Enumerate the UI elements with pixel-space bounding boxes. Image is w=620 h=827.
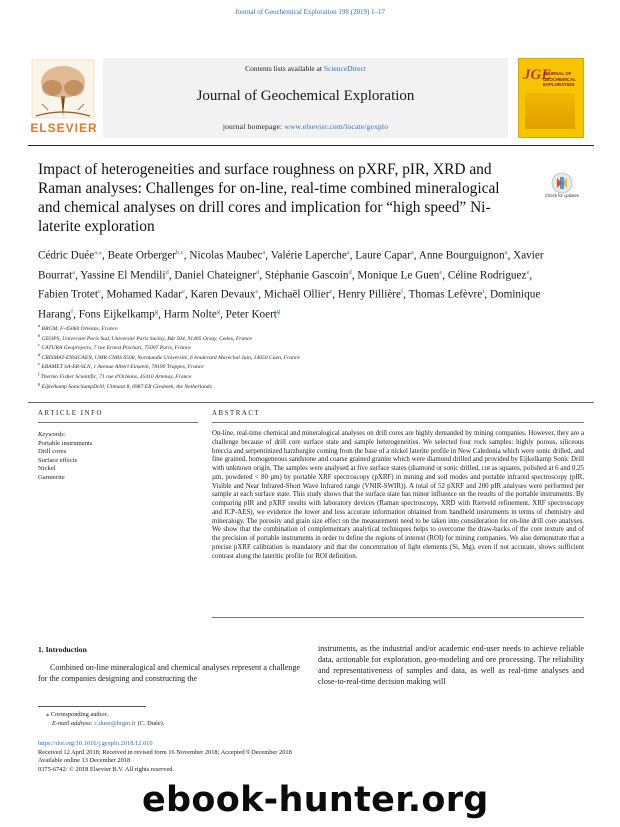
- copyright-note: 0375-6742/ © 2018 Elsevier B.V. All rights reserved.: [38, 765, 175, 773]
- author-affiliation-marker[interactable]: g: [276, 307, 281, 315]
- homepage-prefix: journal homepage:: [222, 122, 285, 131]
- author-name[interactable]: Henry Pillière: [337, 288, 401, 301]
- author-affiliation-marker[interactable]: e: [255, 288, 259, 296]
- affiliation-item: [38, 342, 191, 351]
- affiliation-item: [38, 323, 118, 332]
- author-affiliation-marker[interactable]: d: [165, 268, 169, 276]
- corresponding-author-note: ⁎ Corresponding author.: [46, 711, 108, 718]
- author-name[interactable]: Peter Koert: [225, 308, 277, 321]
- keywords-label: Keywords:: [38, 431, 66, 438]
- author-affiliation-marker[interactable]: b,c: [176, 249, 184, 256]
- author-affiliation-marker[interactable]: d: [256, 268, 260, 276]
- section-heading: 1. Introduction: [38, 645, 87, 654]
- affiliation-text: GEOPS, Université Paris Sud, Université Paris Saclay, Bât 504, 91405 Orsay, Cedex, France: [41, 335, 253, 342]
- author-affiliation-marker[interactable]: e: [98, 288, 101, 296]
- article-title: Impact of heterogeneities and surface roughness on pXRF, pIR, XRD and Raman analyses: Challenges for on-line, real-time combined mineralogical and chemical analyses on drill cores and implication for “high speed” Ni-laterite exploration: [38, 161, 500, 235]
- author-name[interactable]: Mohamed Kadar: [106, 288, 182, 301]
- keyword-item: Garnierite: [38, 473, 65, 481]
- article-info-rule: [38, 422, 198, 423]
- author-name[interactable]: Beate Orberger: [107, 249, 177, 262]
- author-name[interactable]: Laure Capar: [355, 249, 411, 262]
- author-name[interactable]: Yassine El Mendili: [80, 269, 166, 282]
- sciencedirect-link[interactable]: ScienceDirect: [323, 64, 366, 73]
- author-affiliation-marker[interactable]: g: [216, 307, 221, 315]
- author-name[interactable]: Fons Eijkelkamp: [78, 308, 155, 321]
- abstract-bottom-rule: [212, 617, 584, 618]
- affiliation-text: CATURA Geoprojects, 7 rue Ernest Pischari, 75007 Paris, France: [41, 345, 191, 352]
- affiliation-rule: [28, 402, 594, 403]
- intro-column-2: instruments, as the industrial and/or academic end-user needs to achieve reliable data, actionable for exploration, geo-modeling and ore processing. The reliability and representativeness of samples and data, as well as real-time analyses and close-to-real-time decision making will: [318, 644, 584, 686]
- author-name[interactable]: Thomas Lefèvre: [408, 288, 483, 301]
- author-list: Cédric Duée$^{a,⁎}$, Beate Orberger$^{b,c}$, Nicolas Maubec$^a$, Valérie Laperche$^a$, Laure Capar$^a$, Anne Bourguignon$^a$, Xavier Bourrat$^a$, Yassine El Mendili$^d$, Daniel Chateigner$^d$, Stéphanie Gascoin$^d$, Monique Le Guen$^e$, Céline Rodriguez$^e$, Fabien Trotet$^e$, Mohamed Kadar$^e$, Karen Devaux$^e$, Michaël Ollier$^e$, Henry Pillière$^f$, Thomas Lefèvre$^f$, Dominique Harang$^f$, Fons Eijkelkamp$^g$, Harm Nolte$^g$, Peter Koert$^g$: [38, 249, 544, 321]
- abstract-label: ABSTRACT: [212, 410, 261, 417]
- elsevier-wordmark: ELSEVIER: [30, 121, 98, 135]
- author-affiliation-marker[interactable]: a: [504, 249, 508, 256]
- keyword-item: Portable instruments: [38, 440, 93, 447]
- author-affiliation-marker[interactable]: f: [400, 288, 404, 296]
- author-name[interactable]: Michaël Ollier: [263, 288, 330, 301]
- keyword-item: Drill cores: [38, 448, 67, 456]
- journal-reference[interactable]: Journal of Geochemical Exploration 198 (2019) 1–17: [234, 8, 386, 16]
- author-name[interactable]: Anne Bourguignon: [418, 249, 505, 262]
- author-name[interactable]: Céline Rodriguez: [447, 269, 527, 282]
- header-rule: [28, 145, 594, 146]
- journal-cover-thumbnail[interactable]: [518, 58, 584, 138]
- author-name[interactable]: Nicolas Maubec: [189, 249, 263, 262]
- watermark-text: ebook-hunter.org: [142, 780, 489, 820]
- affiliation-text: CRISMAT-ENSICAEN, UMR CNRS 6508, Normandie Université, 6 boulevard Maréchal Juin, 14050 Caen, France: [41, 354, 300, 361]
- affiliation-key: c: [38, 342, 40, 348]
- author-affiliation-marker[interactable]: f: [482, 288, 485, 296]
- affiliation-text: BRGM, F-45060 Orléans, France: [41, 325, 118, 332]
- author-affiliation-marker[interactable]: g: [154, 307, 159, 315]
- affiliation-text: Thermo Fisher Scientific, 71 rue d'Orléans, 45410 Artenay, France: [40, 373, 192, 380]
- author-name[interactable]: Xavier Bourrat: [38, 249, 544, 282]
- author-affiliation-marker[interactable]: e: [439, 268, 443, 276]
- author-affiliation-marker[interactable]: d: [348, 268, 352, 276]
- affiliation-text: ERAMET SA-ER-SLN, 1 Avenue Albert Einstein, 78190 Trappes, France: [41, 364, 204, 371]
- author-affiliation-marker[interactable]: a: [262, 249, 266, 256]
- affiliation-item: [38, 381, 212, 390]
- affiliation-key: a: [38, 323, 41, 328]
- author-affiliation-marker[interactable]: e: [526, 268, 530, 276]
- author-affiliation-marker[interactable]: e: [329, 288, 333, 296]
- homepage-link[interactable]: www.elsevier.com/locate/gexplo: [284, 122, 389, 131]
- author-affiliation-marker[interactable]: e: [181, 288, 185, 296]
- affiliation-item: [38, 333, 252, 342]
- author-affiliation-marker[interactable]: f: [70, 307, 74, 315]
- author-name[interactable]: Valérie Laperche: [270, 249, 347, 262]
- abstract-rule: [212, 422, 584, 423]
- author-name[interactable]: Karen Devaux: [190, 288, 256, 301]
- affiliation-item: [38, 352, 300, 361]
- email-link[interactable]: c.duee@brgm.fr: [94, 720, 136, 727]
- cover-abbr: JGE: [523, 67, 552, 83]
- author-affiliation-marker[interactable]: a: [346, 249, 350, 256]
- article-info-label: ARTICLE INFO: [38, 410, 104, 417]
- affiliation-text: Eijkelkamp SonicSampDrill, Uitmaat 8, 6987 ER Giesbeek, the Netherlands: [41, 383, 212, 390]
- contents-line: [103, 64, 508, 73]
- author-name[interactable]: Cédric Duée: [38, 249, 95, 262]
- available-date: Available online 13 December 2018: [38, 757, 131, 764]
- author-name[interactable]: Fabien Trotet: [38, 288, 98, 301]
- author-affiliation-marker[interactable]: a,⁎: [94, 249, 102, 256]
- email-note: E-mail address: c.duee@brgm.fr (C. Duée).: [52, 720, 165, 727]
- footnote-rule: [38, 706, 146, 707]
- author-name[interactable]: Monique Le Guen: [357, 269, 440, 282]
- cover-art: [525, 93, 575, 129]
- author-name[interactable]: Stéphanie Gascoin: [264, 269, 349, 282]
- affiliation-item: [38, 371, 191, 380]
- affiliation-item: [38, 361, 204, 370]
- author-affiliation-marker[interactable]: a: [410, 249, 414, 256]
- author-affiliation-marker[interactable]: a: [72, 268, 76, 276]
- crossmark-label: Check for updates: [545, 193, 579, 198]
- doi-link[interactable]: https://doi.org/10.1016/j.gexplo.2018.12.010: [38, 740, 153, 747]
- cover-title: JOURNAL OF GEOCHEMICAL EXPLORATION: [543, 71, 576, 88]
- author-name[interactable]: Harm Nolte: [163, 308, 217, 321]
- intro-column-1: Combined on-line mineralogical and chemical analyses represent a challenge for the companies designing and constructing the: [38, 663, 300, 683]
- affiliation-key: d: [38, 351, 41, 357]
- journal-title[interactable]: Journal of Geochemical Exploration: [196, 88, 415, 104]
- affiliation-key: f: [38, 371, 40, 376]
- contents-prefix: Contents lists available at: [245, 64, 324, 73]
- journal-homepage-line: [103, 122, 508, 131]
- affiliation-key: e: [38, 361, 40, 367]
- author-name[interactable]: Daniel Chateigner: [174, 269, 257, 282]
- keyword-item: Nickel: [38, 465, 56, 473]
- affiliation-key: g: [38, 380, 41, 386]
- keyword-item: Surface effects: [38, 456, 78, 464]
- author-name[interactable]: Dominique Harang: [38, 288, 541, 321]
- received-dates: Received 12 April 2018; Received in revised form 16 November 2018; Accepted 9 December 2018: [38, 748, 292, 756]
- abstract-text: On-line, real-time chemical and mineralogical analyses on drill cores are highly demanded by mining companies. However, they are a challenge because of drill core surface state and sample heterogeneities. We selected four rock samples: highly porous, siliceous breccia and serpentinized harzburgite coming from the base of a nickel laterite profile in New Caledonia which were sonic drilled, and fine grained, homogeneous sandstone and coarse grained granite which were diamond drilled and provided by Eijkelkamp Sonic Drill with unknown origin. The samples were analysed at five surface states (diamond or sonic drilled, cut as squares, polished at 6 and 0.25 µm, powdered < 80 µm) by portable XRF spectroscopy (pXRF) in mining and soil modes and portable infrared spectroscopy (pIR, Visible and Near Infrared-Short Wave Infrared range (VNIR-SWIR)). A total of 52 pXRF and 200 pIR analyses were performed per sample at each surface state. This study shows that the surface state has minor influence on the results of the portable instruments. By comparing pIR and pXRF results with laboratory devices (Raman spectroscopy, XRD with Rietveld refinement, XRF spectroscopy and ICP-AES), we evidence the lower and less accurate information obtained from handheld instruments in terms of chemistry and mineralogy. The porosity and grain size effect on the measurement need to be taken into consideration for on-line drill core analyses. We show that the combination of complementary analytical techniques helps to overcome the draw-backs of the core texture and of the precision of portable instruments in order to define the regions of interest (ROI) for mining companies. We also demonstrate that a precise pXRF calibration is mandatory and that the concentration of light elements (Si, Mg), even if not accurate, shows sufficient contrast along the lateritic profile for ROI definition.: [212, 430, 584, 560]
- affiliation-key: b: [38, 332, 41, 338]
